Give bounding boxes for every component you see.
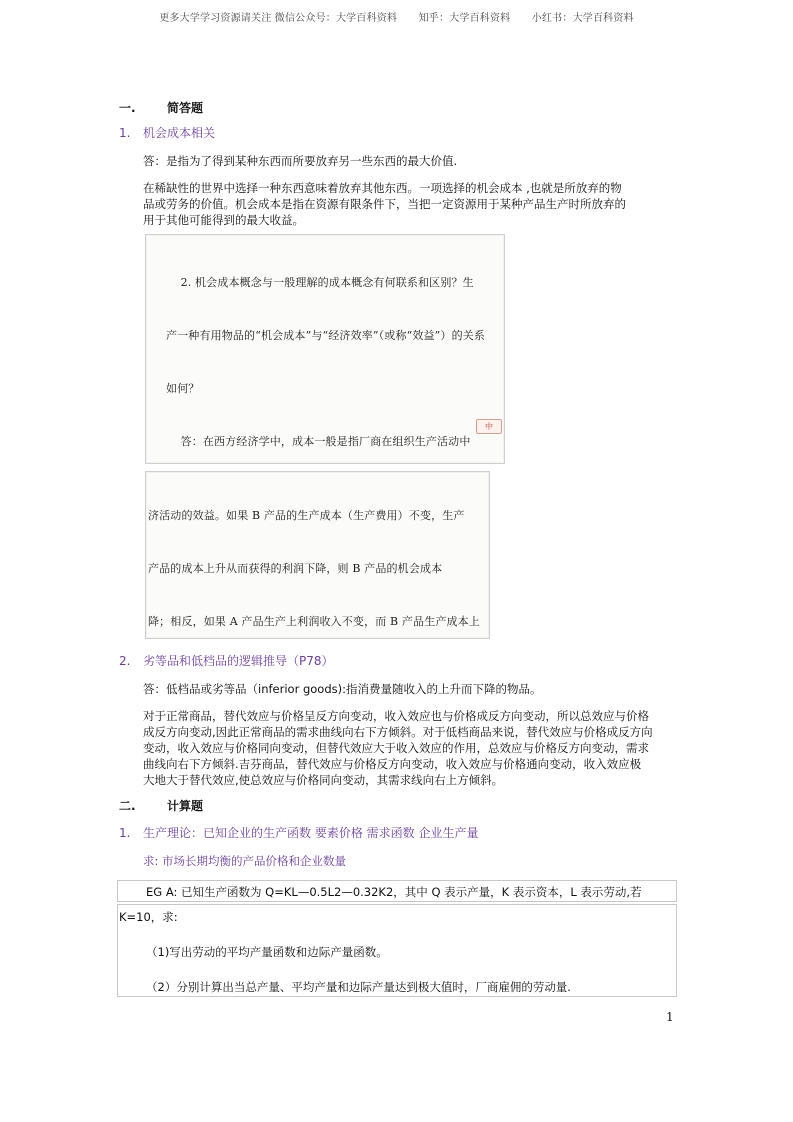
example-part-1: （1)写出劳动的平均产量函数和边际产量函数。 <box>146 945 388 959</box>
text-line: 大地大于替代效应,使总效应与价格同向变动，其需求线向右上方倾斜。 <box>143 773 504 787</box>
page-header <box>0 9 793 24</box>
text-line: 在稀缺性的世界中选择一种东西意味着放弃其他东西。一项选择的机会成本 ,也就是所放弃的物 <box>143 181 622 195</box>
explanation-paragraph <box>143 180 683 228</box>
example-box-top <box>117 880 677 902</box>
text-line: 品或劳务的价值。机会成本是指在资源有限条件下，当把一定资源用于某种产品生产时所放弃的 <box>143 197 626 211</box>
question-heading <box>119 652 334 669</box>
text-line: 变动，收入效应与价格同向变动，但替代效应大于收入效应的作用，总效应与价格反方向变动，需求 <box>143 741 649 755</box>
section-title: 简答题 <box>167 101 204 115</box>
example-part-2: （2）分别计算出当总产量、平均产量和边际产量达到极大值时，厂商雇佣的劳动量. <box>146 980 571 994</box>
question-number: 1. <box>119 126 131 140</box>
header-wechat: 更多大学学习资源请关注 微信公众号：大学百科资料 <box>159 13 398 24</box>
scan-line: 答：在西方经济学中，成本一般是指厂商在组织生产活动中 <box>166 434 471 448</box>
section-number: 一. <box>119 101 136 115</box>
scanned-text-block <box>146 472 489 639</box>
question-title: 生产理论：已知企业的生产函数 要素价格 需求函数 企业生产量 <box>143 826 479 840</box>
scan-line: 产品的成本上升从而获得的利润下降，则 B 产品的机会成本 <box>148 561 443 575</box>
text-line: 曲线向右下方倾斜.吉芬商品，替代效应与价格反方向变动，收入效应与价格通向变动，收入效应极 <box>143 757 642 771</box>
scan-line: 2. 机会成本概念与一般理解的成本概念有何联系和区别？生 <box>166 276 474 290</box>
scanned-text-block <box>146 235 504 464</box>
section-heading-1 <box>119 99 203 116</box>
question-number: 2. <box>119 654 131 668</box>
text-line: 对于正常商品，替代效应与价格呈反方向变动，收入效应也与价格成反方向变动，所以总效应与价格 <box>143 709 649 723</box>
answer-text: 答：低档品或劣等品（inferior goods):指消费量随收入的上升而下降的物品。 <box>143 682 542 696</box>
example-given: K=10，求: <box>119 910 178 924</box>
answer-text: 答：是指为了得到某种东西而所要放弃另一些东西的最大价值. <box>143 154 458 168</box>
explanation-paragraph <box>143 708 688 788</box>
scanned-excerpt <box>145 471 490 639</box>
question-title: 劣等品和低档品的逻辑推导（P78） <box>143 654 334 668</box>
page-number: 1 <box>666 1010 674 1024</box>
scan-line: 产一种有用物品的“机会成本”与“经济效率”（或称“效益”）的关系 <box>166 328 486 342</box>
section-title: 计算题 <box>167 799 204 813</box>
question-heading <box>119 824 478 841</box>
header-xiaohongshu: 小红书：大学百科资料 <box>531 13 634 24</box>
question-heading <box>119 124 215 141</box>
scanned-excerpt <box>145 234 505 464</box>
example-box-body <box>117 904 677 997</box>
overlay-sticker-icon: 中 <box>476 419 502 434</box>
scan-line: 降；相反，如果 A 产品生产上利润收入不变，而 B 产品生产成本上 <box>148 614 480 628</box>
scan-line: 如何？ <box>166 381 200 395</box>
text-line: 成反方向变动,因此正常商品的需求曲线向右下方倾斜。对于低档商品来说，替代效应与价格成反方向 <box>143 725 653 739</box>
example-statement: EG A: 已知生产函数为 Q=KL—0.5L2—0.32K2，其中 Q 表示产量，K 表示资本，L 表示劳动,若 <box>146 885 642 899</box>
question-number: 1. <box>119 826 131 840</box>
question-title: 机会成本相关 <box>143 126 216 140</box>
section-heading-2 <box>119 797 203 814</box>
text-line: 用于其他可能得到的最大收益。 <box>143 213 304 227</box>
section-number: 二. <box>119 799 136 813</box>
scan-line: 济活动的效益。如果 B 产品的生产成本（生产费用）不变，生产 <box>148 509 465 523</box>
question-subtitle: 求: 市场长期均衡的产品价格和企业数量 <box>143 854 347 868</box>
header-zhihu: 知乎：大学百科资料 <box>418 13 511 24</box>
